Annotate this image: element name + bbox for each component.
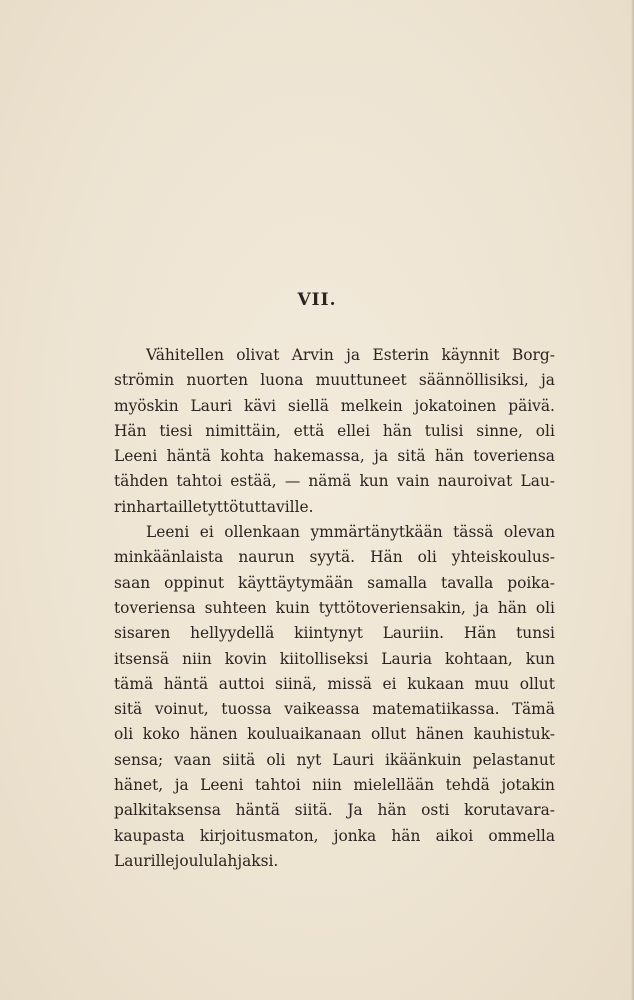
text-line: kaupasta kirjoitusmaton, jonka hän aikoi ommella xyxy=(114,826,555,845)
text-line: hänet, ja Leeni tahtoi niin mielellään tehdä jotakin xyxy=(114,776,555,795)
text-line: Vähitellen olivat Arvin ja Esterin käynnit Borg- xyxy=(146,346,555,364)
text-line: Leeni häntä kohta hakemassa, ja sitä hän toveriensa xyxy=(114,447,555,466)
text-line: saan oppinut käyttäytymään samalla tavalla poika- xyxy=(114,573,555,592)
text-line: myöskin Lauri kävi siellä melkein jokatoinen päivä. xyxy=(114,396,555,415)
text-line: oli koko hänen kouluaikanaan ollut hänen kauhistuk- xyxy=(114,725,555,744)
text-line: strömin nuorten luona muuttuneet säännöllisiksi, ja xyxy=(114,371,555,390)
text-line: sisaren hellyydellä kiintynyt Lauriin. Hän tunsi xyxy=(114,624,555,643)
text-line: sitä voinut, tuossa vaikeassa matematiikassa. Tämä xyxy=(114,700,555,719)
text-line: Laurille joululahjaksi. xyxy=(114,851,279,870)
text-line: palkitaksensa häntä siitä. Ja hän osti korutavara- xyxy=(114,801,555,820)
text-line: tämä häntä auttoi siinä, missä ei kukaan muu ollut xyxy=(114,674,555,693)
text-line: sensa; vaan siitä oli nyt Lauri ikäänkuin pelastanut xyxy=(114,750,555,769)
body-text xyxy=(114,343,555,874)
text-line: rin hartaille tyttötuttaville. xyxy=(114,497,314,516)
chapter-heading: VII. xyxy=(297,290,337,310)
text-line: Leeni ei ollenkaan ymmärtänytkään tässä olevan xyxy=(146,523,555,542)
text-line: minkäänlaista naurun syytä. Hän oli yhteiskoulus- xyxy=(114,548,555,567)
text-line: tähden tahtoi estää, — nämä kun vain nauroivat Lau- xyxy=(114,472,555,491)
text-line: toveriensa suhteen kuin tyttötoveriensakin, ja hän oli xyxy=(114,598,555,617)
text-line: itsensä niin kovin kiitolliseksi Lauria kohtaan, kun xyxy=(114,649,555,668)
text-line: Hän tiesi nimittäin, että ellei hän tulisi sinne, oli xyxy=(114,421,555,440)
